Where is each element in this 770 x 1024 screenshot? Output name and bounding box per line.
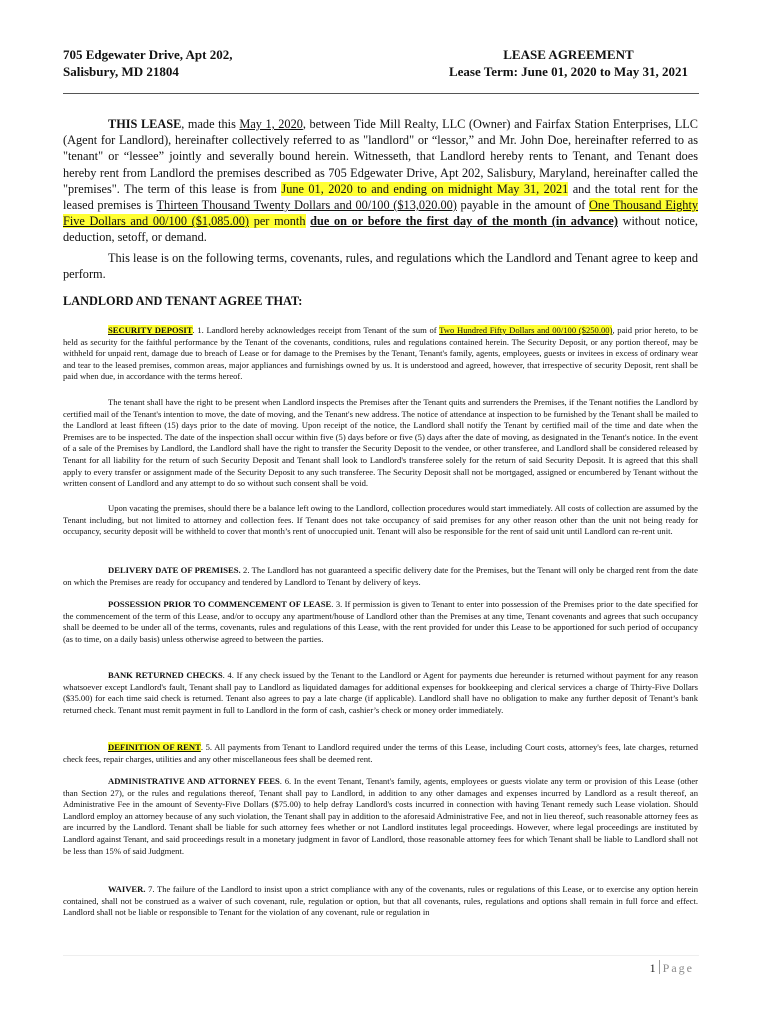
intro-text-g: without notice, deduction, setoff, or demand. <box>63 214 698 245</box>
per-month: per month <box>249 214 306 229</box>
bank-title: BANK RETURNED CHECKS <box>108 670 223 680</box>
bank-text: . 4. If any check issued by the Tenant to the Landlord or Agent for payments due hereunder is returned without payment for any reason whatsoever except Landlord's fault, Tenant shall pay to Landlord as liquidated damages for additional expenses for bookkeeping and clerical services a charge of Thirty-Five Dollars ($35.00) for each time said check is returned. Tenant also agrees to pay a late charge (if applicable). Landlord shall have no obligation to make any further deposit of Tenant’s bank returned check. Tenant must remit payment in full to Landlord in the form of cash, cashier’s check or money order immediately. <box>63 670 698 715</box>
property-address <box>63 46 232 80</box>
terms-paragraph: This lease is on the following terms, covenants, rules, and regulations which the Landlord and Tenant agree to keep and perform. <box>63 251 698 282</box>
delivery-text: 2. The Landlord has not guaranteed a specific delivery date for the Premises, but the Tenant will only be charged rent from the date on which the Premises are ready for occupancy and tendered by Landlord to Tenant by delivery of keys. <box>63 565 698 587</box>
lease-date: May 1, 2020 <box>239 117 303 131</box>
page-footer <box>650 960 694 976</box>
admin-title: ADMINISTRATIVE AND ATTORNEY FEES <box>108 776 280 786</box>
waiver-clause <box>63 884 698 919</box>
footer-divider <box>63 955 699 956</box>
security-text-b: , paid prior hereto, to be held as security for the faithful performance by the Tenant of the covenants, conditions, rules and regulations contained herein. The Security Deposit, or any portion thereof, may be withheld for unpaid rent, damage due to breach of Lease or for damage to the Premises by the Tenant, Tenant's family, agents, employees, guests or invitees in excess of ordinary wear and tear to the leased premises, common areas, major appliances and furnishings owned by us. It is understood and agreed, however, that irrespective of security Deposit, rent shall be paid when due, in accordance with the terms hereof. <box>63 325 698 382</box>
intro-text-c: and the total rent for the leased premises is <box>63 181 698 213</box>
delivery-date-clause <box>63 565 698 588</box>
lease-term: Lease Term: June 01, 2020 to May 31, 2021 <box>448 64 688 79</box>
security-amount: Two Hundred Fifty Dollars and 00/100 ($250.00) <box>439 325 613 335</box>
intro-text-b: , between Tide Mill Realty, LLC (Owner) and Fairfax Station Enterprises, LLC (Agent for Landlord), hereinafter collectively referred to as "landlord" or “lessor,” and Mr. John Doe, hereinafter referred to as "tenant" or “lessee” jointly and severally bound herein. Witnesseth, that Landlord hereby rents to Tenant, and Tenant does hereby rent from Landlord the premises described as 705 Edgewater Drive, Apt 202, Salisbury, Maryland, hereinafter called the "premises". The term of this lease is from <box>63 117 698 196</box>
bank-returned-checks-clause <box>63 670 698 716</box>
document-title: LEASE AGREEMENT <box>503 47 634 62</box>
security-vacating-paragraph: Upon vacating the premises, should there be a balance left owing to the Landlord, collection procedures would start immediately. All costs of collection are assumed by the Tenant including, but not limited to attorney and collection fees. If Tenant does not take occupancy of said premises for any other reason other than the unit not being ready for occupancy, security deposit will be withheld to cover that month’s rent of unoccupied unit. Tenant will also be responsible for the rent of said unit until Landlord can re-rent unit. <box>63 503 698 537</box>
possession-text: . 3. If permission is given to Tenant to enter into possession of the Premises prior to the date specified for the commencement of the term of this Lease, and/or to occupy any apartment/house of Landlord other than the Premises at any time, Tenant covenants and agrees that such occupancy shall be deemed to be under all of the terms, covenants, rules and regulations of this Lease, with the rent provided for under this Lease to be apportioned for such period of occupancy (as to time, on a daily basis) unless otherwise agreed to between the parties. <box>63 599 698 644</box>
waiver-text: 7. The failure of the Landlord to insist upon a strict compliance with any of the covenants, rules or regulations of this Lease, or to exercise any option herein contained, shall not be construed as a waiver of such covenant, rule, regulation or option, but that all covenants, rules, regulations and options shall remain in full force and effect. Landlord shall not be liable or responsible to Tenant for the violation of any covenant, rule or regulation in <box>63 884 698 918</box>
security-text-a: . 1. Landlord hereby acknowledges receipt from Tenant of the sum of <box>192 325 440 335</box>
lease-term-highlight: June 01, 2020 to and ending on midnight May 31, 2021 <box>281 181 569 196</box>
delivery-title: DELIVERY DATE OF PREMISES. <box>108 565 241 575</box>
definition-of-rent-clause <box>63 742 698 765</box>
intro-paragraph <box>63 116 698 246</box>
intro-text-a: , made this <box>181 117 240 131</box>
total-rent: Thirteen Thousand Twenty Dollars and 00/100 ($13,020.00) <box>156 198 457 213</box>
intro-text-d: payable in the amount of <box>456 198 590 213</box>
possession-clause <box>63 599 698 645</box>
monthly-rent: One Thousand Eighty Five Dollars and 00/100 ($1,085.00) <box>63 198 699 229</box>
page-number: 1 <box>649 961 656 975</box>
address-line-2: Salisbury, MD 21804 <box>63 64 179 79</box>
security-inspection-paragraph: The tenant shall have the right to be present when Landlord inspects the Premises after the Tenant quits and surrenders the Premises, if the Tenant notifies the Landlord by certified mail of the Tenant's intention to move, the date of moving, and the Tenant's new address. The notice of attendance at inspection to be furnished by the Tenant shall be mailed to the Landlord at least fifteen (15) days prior to the date of moving. Upon receipt of the notice, the Landlord shall notify the Tenant by certified mail of the time and date when the Premises are to be inspected. The date of the inspection shall occur within five (5) days before or five (5) days after the date of moving, as designated in the Tenant's notice. In the event of a sale of the Premises by Landlord, the Landlord shall have the right to transfer the Security Deposit to the vendee, or other transferee, and Landlord shall be considered released by Tenant for all liability for the return of such Security Deposit and Tenant shall look to Landlord's transferee solely for the return of said Security Deposit. It is agreed that this shall apply to every transfer or assignment made of the Security Deposit to any such transferee. The Security Deposit shall not be mortgaged, assigned or encumbered by Tenant without the written consent of Landlord and any attempt to do so without such consent shall be void. <box>63 397 698 489</box>
agreement-heading: LANDLORD AND TENANT AGREE THAT: <box>63 294 303 308</box>
rent-definition-text: . 5. All payments from Tenant to Landlord required under the terms of this Lease, including Court costs, attorney's fees, late charges, returned check fees, repair charges, utilities and any other miscellaneous fees shall be deemed rent. <box>63 742 698 764</box>
admin-fees-clause <box>63 776 698 857</box>
intro-lead: THIS LEASE <box>108 117 182 131</box>
rent-definition-title: DEFINITION OF RENT <box>108 742 201 752</box>
possession-title: POSSESSION PRIOR TO COMMENCEMENT OF LEASE <box>108 599 332 609</box>
footer-separator <box>659 960 660 974</box>
waiver-title: WAIVER. <box>108 884 146 894</box>
security-deposit-title: SECURITY DEPOSIT <box>108 325 193 335</box>
due-date-clause: due on or before the first day of the month (in advance) <box>310 214 618 229</box>
lease-title-block <box>449 46 688 80</box>
admin-text: . 6. In the event Tenant, Tenant's family, agents, employees or guests violate any term or provision of this Lease (other than Section 27), or the rules and regulations thereof, Tenant shall pay to Landlord, in addition to any other damages and expenses incurred by Landlord as a result thereof, an Administrative Fee in the amount of Seventy-Five Dollars ($75.00) to help defray Landlord's costs incurred in connection with having Tenant remedy such Lease violation. Should Landlord employ an attorney because of any such violation, the Tenant shall pay in addition to the aforesaid Administrative Fee, and not in lieu thereof, such reasonable attorney fees as are incurred by the Landlord. Tenant shall be liable for such attorney fees whether or not Landlord institutes legal proceedings. However, where legal proceedings are instituted by Landlord against Tenant, and said proceedings result in a monetary judgment in favor of Landlord, those reasonable attorney fees for which Tenant shall be liable to Landlord shall not be less than 15% of said Judgment. <box>63 776 698 856</box>
header-divider <box>63 93 699 94</box>
address-line-1: 705 Edgewater Drive, Apt 202, <box>63 47 233 62</box>
security-deposit-clause <box>63 325 698 383</box>
page-label: Page <box>662 961 694 975</box>
